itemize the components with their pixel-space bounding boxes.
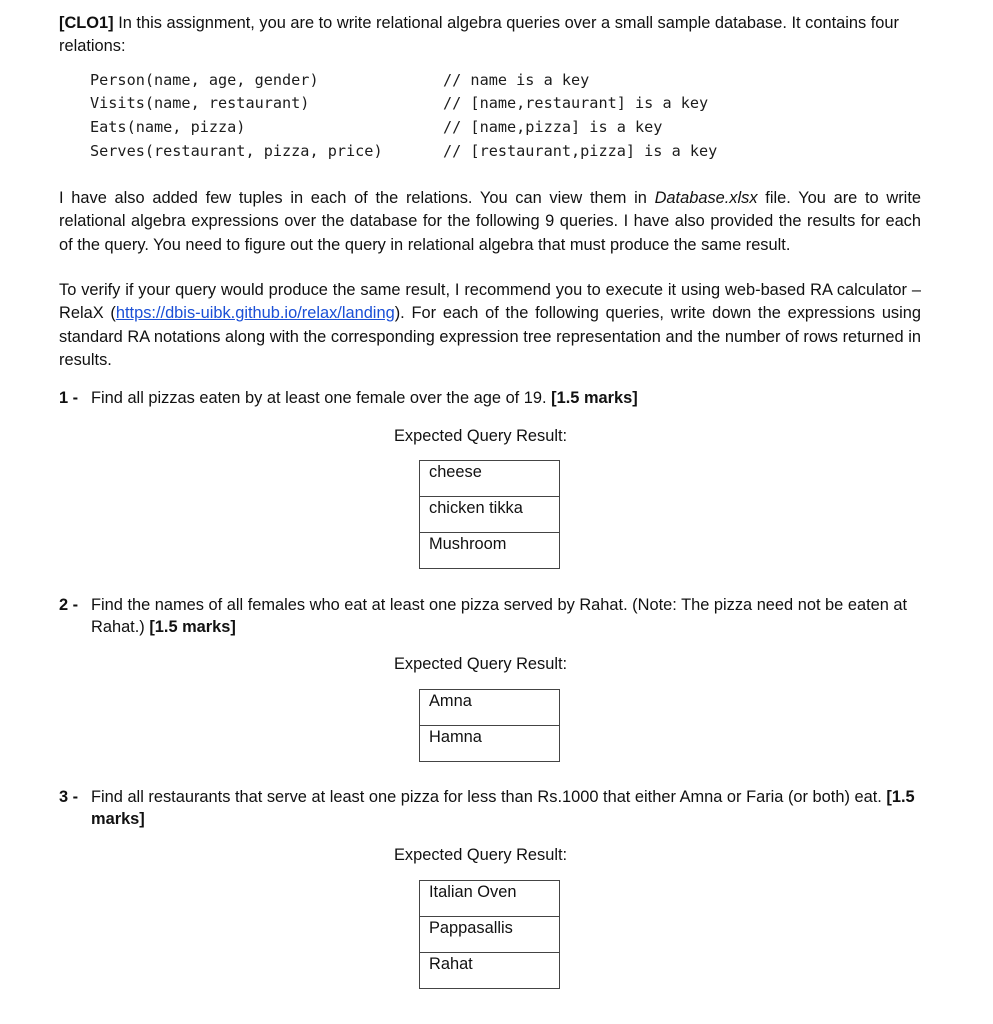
table-row [420,881,560,917]
table-row [420,497,560,533]
schema-comment-eats: // [name,pizza] is a key [443,118,663,136]
table-cell: Hamna [420,726,560,762]
table-cell: Italian Oven [420,881,560,917]
expected-result-label: Expected Query Result: [394,427,568,445]
relax-link[interactable]: https://dbis-uibk.github.io/relax/landing [115,304,395,323]
question-text: Find all restaurants that serve at least one pizza for less than Rs.1000 that either Amna or Faria (or both) eat. [91,788,882,806]
question-text: Find the names of all females who eat at least one pizza served by Rahat. (Note: The pizza need not be eaten at Rahat.) [91,596,908,636]
table-cell: Rahat [420,953,560,989]
question-number: 1 - [59,389,79,407]
instructions-text-before: I have also added few tuples in each of the relations. You can view them in [59,189,655,207]
intro-paragraph [59,12,921,59]
result-table-2 [419,689,560,762]
schema-comment-visits: // [name,restaurant] is a key [443,94,709,112]
schema-decl-serves: Serves(restaurant, pizza, price) [90,142,383,160]
question-number: 2 - [59,596,79,614]
table-row [420,917,560,953]
verification-paragraph [59,279,921,372]
table-row [420,726,560,762]
table-cell: Amna [420,690,560,726]
question-marks: [1.5 marks] [91,788,915,828]
question-3 [59,787,921,830]
table-row [420,533,560,569]
table-row [420,690,560,726]
instructions-text-after: file. You are to write relational algebra expressions over the database for the following 9 queries. I have also provided the results for each of the query. You need to figure out the query in relational algebra that must produce the same result. [59,189,921,254]
clo-tag: [CLO1] [59,14,114,32]
table-row [420,953,560,989]
expected-result-label: Expected Query Result: [394,846,568,864]
result-table-3 [419,880,560,989]
schema-comment-serves: // [restaurant,pizza] is a key [443,142,718,160]
question-text: Find all pizzas eaten by at least one female over the age of 19. [91,389,547,407]
question-marks: [1.5 marks] [551,389,638,407]
table-cell: Pappasallis [420,917,560,953]
expected-result-label: Expected Query Result: [394,655,568,673]
table-cell: chicken tikka [420,497,560,533]
result-table-1 [419,460,560,569]
schema-decl-visits: Visits(name, restaurant) [90,94,310,112]
question-marks: [1.5 marks] [149,617,236,636]
verification-text-before: To verify if your query would produce the same result, I recommend you to execute it using web-based RA calculator – RelaX ( [59,281,921,323]
intro-text: In this assignment, you are to write relational algebra queries over a small sample database. It contains four relations: [59,14,899,56]
table-cell: cheese [420,461,560,497]
question-1 [59,388,921,410]
instructions-paragraph [59,187,921,257]
table-row [420,461,560,497]
verification-text-after: ). For each of the following queries, write down the expressions using standard RA notations along with the corresponding expression tree representation and the number of rows returned in results. [59,304,922,369]
table-cell: Mushroom [420,533,560,569]
schema-decl-eats: Eats(name, pizza) [90,118,246,136]
question-2 [59,595,921,638]
database-filename: Database.xlsx [654,189,758,207]
question-number: 3 - [59,788,79,806]
schema-comment-person: // name is a key [443,71,590,89]
schema-decl-person: Person(name, age, gender) [90,71,319,89]
